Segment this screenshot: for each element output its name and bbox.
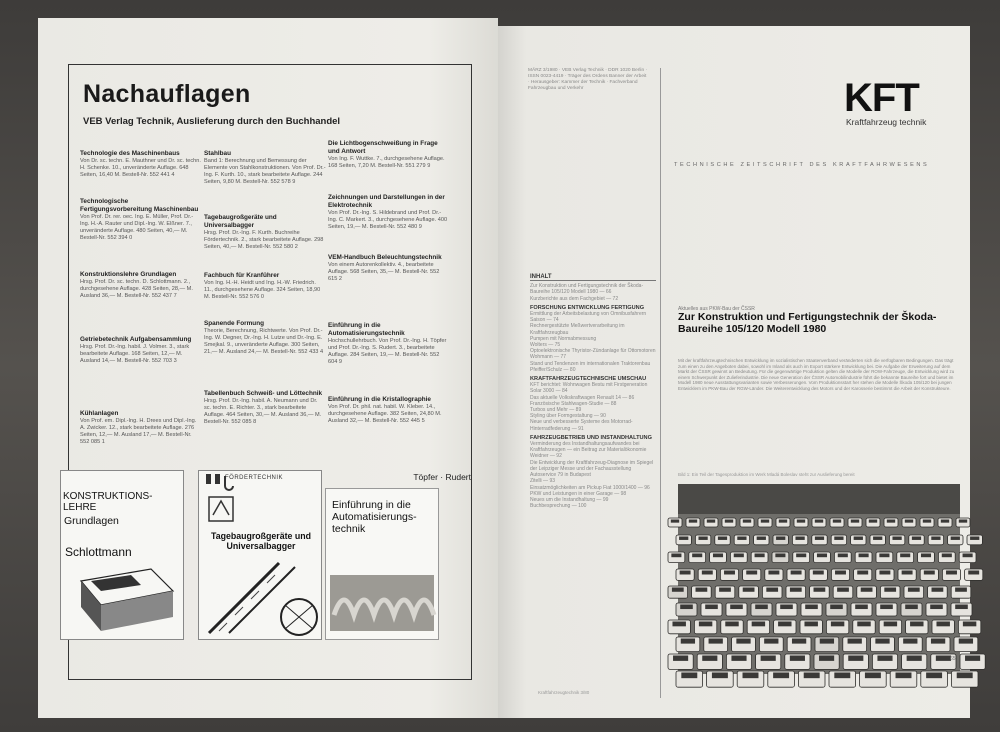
car-window xyxy=(795,537,804,540)
car-window xyxy=(924,571,935,575)
car-window xyxy=(900,554,910,558)
toc-item: Weidner — 92 xyxy=(530,453,562,460)
toc-item: Wolters — 75 xyxy=(530,342,561,349)
photo-caption: Bild 1: Ein Teil der Tagesproduktion im Werk Mladá Boleslav steht zur Auslieferung bereit xyxy=(678,472,855,477)
car-window xyxy=(869,520,877,523)
toc-item: KFT berichtet: Wohnwagen Bestu mit Firstgeneration Solar 3000 — 84 xyxy=(530,382,648,395)
book-entry: Konstruktionslehre Grundlagen Hrsg. Prof. Dr. sc. techn. D. Schlottmann. 2., durchgesehene Auflage. 428 Seiten, 28,— M. Ausland 36,— M. Bestell-Nr. 552 437 7 xyxy=(80,271,193,299)
car-window xyxy=(861,588,873,592)
cover-title: KONSTRUKTIONS-LEHRE xyxy=(63,491,153,513)
car-window xyxy=(766,588,778,592)
car-window xyxy=(831,622,844,627)
cover-drawing-icon xyxy=(61,561,183,641)
car-window xyxy=(855,605,868,610)
toc-item: Zur Konstruktion und Fertigungstechnik der Škoda-Baureihe 105/120 Modell 1980 — 66 xyxy=(530,283,644,296)
article-title: Zur Konstruktion und Fertigungstechnik der Škoda-Baureihe 105/120 Modell 1980 xyxy=(678,311,937,335)
car-window xyxy=(725,520,733,523)
toc-section: FAHRZEUGBETRIEB UND INSTANDHALTUNG xyxy=(530,434,652,441)
car-window xyxy=(857,571,868,575)
toc-item: Rechnergestützte Meßwertverarbeitung im Kraftfahrzeugbau xyxy=(530,323,625,336)
car-window xyxy=(778,622,791,627)
car-window xyxy=(903,639,917,644)
car-window xyxy=(712,673,728,679)
car-window xyxy=(865,673,881,679)
car-window xyxy=(931,639,945,644)
car-window xyxy=(815,537,824,540)
car-window xyxy=(880,605,893,610)
column-divider xyxy=(660,68,661,698)
car-window xyxy=(968,571,979,575)
car-window xyxy=(731,656,746,661)
car-window xyxy=(817,554,827,558)
car-window xyxy=(790,588,802,592)
car-window xyxy=(963,554,973,558)
kft-logo: KFT xyxy=(844,76,919,120)
car-window xyxy=(921,554,931,558)
car-window xyxy=(805,605,818,610)
car-window xyxy=(689,520,697,523)
car-window xyxy=(705,605,718,610)
car-window xyxy=(892,537,901,540)
book-entry: VEM-Handbuch Beleuchtungstechnik Von einem Autorenkollektiv. 4., bearbeitete Auflage. 568 Seiten, 35,— M. Bestell-Nr. 552 615 2 xyxy=(328,254,442,282)
car-window xyxy=(955,605,968,610)
book-cover-konstruktionslehre xyxy=(60,470,184,640)
car-window xyxy=(932,588,944,592)
toc-item: Kurzberichte aus dem Fachgebiet — 72 xyxy=(530,295,619,302)
cover-author: Schlottmann xyxy=(65,545,132,559)
car-window xyxy=(884,622,897,627)
car-window xyxy=(696,588,708,592)
car-window xyxy=(804,673,820,679)
book-entry: Getriebetechnik Aufgabensammlung Hrsg. Prof. Dr.-Ing. habil. J. Volmer. 3., stark bearbeitete Auflage. 168 Seiten, 12,— M. Ausland 14,— M. Bestell-Nr. 552 703 3 xyxy=(80,336,192,364)
car-window xyxy=(835,571,846,575)
magazine-tagline: TECHNISCHE ZEITSCHRIFT DES KRAFTFAHRWESENS xyxy=(674,162,930,168)
book-entry: Zeichnungen und Darstellungen in der Elektrotechnik Von Prof. Dr.-Ing. S. Hildebrand und Prof. Dr.-Ing. C. Markert. 3., durchgesehene Auflage. 400 Seiten, 19,— M. Bestell-Nr. 552 480 9 xyxy=(328,194,448,230)
car-window xyxy=(761,520,769,523)
car-window xyxy=(804,622,817,627)
book-entry: Tabellenbuch Schweiß- und Löttechnik Hrsg. Prof. Dr.-Ing. habil. A. Neumann und Dr. sc. techn. E. Richter. 3., stark bearbeitete Auflage. 464 Seiten, 30,— M. Ausland 36,— M. Bestell-Nr. 552 085 8 xyxy=(204,390,323,426)
car-window xyxy=(680,605,693,610)
car-window xyxy=(887,520,895,523)
cover-pattern-icon xyxy=(330,575,434,631)
car-window xyxy=(734,554,744,558)
car-window xyxy=(942,554,952,558)
car-window xyxy=(941,520,949,523)
book-cover-automatisierung xyxy=(325,470,471,638)
toc-item: Ermittlung der Arbeitsbelastung von Omnibusfahrern xyxy=(530,311,647,318)
car-window xyxy=(797,520,805,523)
car-window xyxy=(959,639,973,644)
toc-item: Wohmann — 77 xyxy=(530,354,567,361)
car-window xyxy=(820,639,834,644)
car-window xyxy=(854,537,863,540)
book-entry: Einführung in die Kristallographie Von Prof. Dr. phil. nat. habil. W. Kleber. 14., durchgesehene Auflage. 382 Seiten, 24,80 M. Ausland 32,— M. Bestell-Nr. 552 445 5 xyxy=(328,396,442,424)
car-window xyxy=(692,554,702,558)
car-window xyxy=(959,520,967,523)
cover-subtitle: Grundlagen xyxy=(64,515,119,527)
car-window xyxy=(930,605,943,610)
car-window xyxy=(718,537,727,540)
car-window xyxy=(957,673,973,679)
car-window xyxy=(905,605,918,610)
car-window xyxy=(834,537,843,540)
toc-item: Saison — 74 xyxy=(530,317,559,324)
car-window xyxy=(737,537,746,540)
car-window xyxy=(752,622,765,627)
car-window xyxy=(965,656,980,661)
car-window xyxy=(743,520,751,523)
car-window xyxy=(768,571,779,575)
car-window xyxy=(848,639,862,644)
car-window xyxy=(792,639,806,644)
car-window xyxy=(879,554,889,558)
book-entry: Kühlanlagen Von Prof. em. Dipl.-Ing. H. Drees und Dipl.-Ing. A. Zwicker. 12., stark bearbeitete Auflage. 276 Seiten, 12,— M. Ausland 17,— M. Bestell-Nr. 552 085 1 xyxy=(80,410,197,446)
book-entry: Fachbuch für Kranführer Von Ing. H.-H. Heidt und Ing. H.-W. Friedrich. 11., durchgesehene Auflage. 324 Seiten, 18,90 M. Bestell-Nr. 552 576 0 xyxy=(204,272,321,300)
car-window xyxy=(724,571,735,575)
car-window xyxy=(671,520,679,523)
logo-subtitle: Kraftfahrzeug technik xyxy=(846,117,927,127)
car-window xyxy=(838,554,848,558)
car-window xyxy=(671,554,681,558)
car-window xyxy=(875,639,889,644)
book-cover-tagebaugrossgeraete xyxy=(198,470,322,640)
cover-panel xyxy=(325,488,439,640)
toc-item: Die Entwicklung der Kraftfahrzeug-Diagnose im Spiegel der Leipziger Messe und der Fachausstellung Autoservice 79 in Budapest xyxy=(530,459,654,479)
car-window xyxy=(736,639,750,644)
toc-item: Stand und Tendenzen im internationalen Traktorenbau xyxy=(530,360,651,367)
toc-item: Das aktuelle Volkskraftwagen Renault 14 — 86 xyxy=(530,394,635,401)
book-entry: Stahlbau Band 1: Berechnung und Bemessung der Elemente von Stahlkonstruktionen. Von Prof. Dr.-Ing. F. Kurth. 10., stark bearbeitete Auflage. 244 Seiten, 9,80 M. Bestell-Nr. 552 578 9 xyxy=(204,150,326,186)
toc-item: PKW und Leistungen in einer Garage — 98 xyxy=(530,490,627,497)
car-window xyxy=(851,520,859,523)
car-window xyxy=(859,554,869,558)
toc-item: Pfeiffer/Schulz — 80 xyxy=(530,366,576,373)
toc-title: INHALT xyxy=(530,274,656,281)
car-window xyxy=(931,537,940,540)
car-window xyxy=(755,554,765,558)
car-window xyxy=(791,571,802,575)
car-window xyxy=(764,639,778,644)
car-window xyxy=(681,673,697,679)
car-window xyxy=(698,537,707,540)
car-window xyxy=(725,622,738,627)
footer-issue: Kraftfahrzeugtechnik 3/80 xyxy=(538,690,590,695)
toc-item: Französische Stahlwagen-Studie — 88 xyxy=(530,400,617,407)
car-window xyxy=(673,656,688,661)
car-window xyxy=(926,673,942,679)
book-entry: Die Lichtbogenschweißung in Frage und Antwort Von Ing. F. Wuttke. 7., durchgesehene Auflage. 168 Seiten, 7,20 M. Bestell-Nr. 551 279 9 xyxy=(328,140,445,169)
excavator-graphic-icon xyxy=(205,489,315,529)
excavator-wheel-icon xyxy=(199,553,321,643)
car-window xyxy=(877,656,892,661)
car-window xyxy=(780,605,793,610)
imprint-text: MÄRZ 3/1980 · VEB Verlag Technik · DDR 1020 Berlin · ISSN 0023-4419 · Träger des Ordens Banner der Arbeit · Herausgeber: Kammer der Technik · Fachverband Fahrzeugbau und Verkehr xyxy=(528,68,648,91)
car-window xyxy=(946,571,957,575)
car-window xyxy=(955,588,967,592)
car-window xyxy=(834,673,850,679)
car-window xyxy=(702,571,713,575)
book-entry: Technologie des Maschinenbaus Von Dr. sc. techn. E. Mauthner und Dr. sc. techn. H. Schenke. 10., unveränderte Auflage. 648 Seiten, 16,40 M. Bestell-Nr. 552 441 4 xyxy=(80,150,201,178)
toc-item: Neue und verbesserte Systeme des Motorrad-Hinterradfederung — 91 xyxy=(530,419,633,432)
toc-item: Neues um die Instandhaltung — 99 xyxy=(530,496,609,503)
car-window xyxy=(709,639,723,644)
car-window xyxy=(879,571,890,575)
cover-title: Einführung in die Automatisierungs-technik xyxy=(332,499,417,535)
car-window xyxy=(896,673,912,679)
car-window xyxy=(905,520,913,523)
car-window xyxy=(672,588,684,592)
car-window xyxy=(761,656,776,661)
car-window xyxy=(813,571,824,575)
article-kicker: Aktuelles aus PKW-Bau der ČSSR xyxy=(678,306,755,312)
page-title: Nachauflagen xyxy=(83,80,251,108)
car-window xyxy=(815,520,823,523)
car-window xyxy=(775,554,785,558)
cover-author: Töpfer · Rudert xyxy=(413,472,471,482)
car-window xyxy=(790,656,805,661)
car-window xyxy=(902,571,913,575)
page-subtitle: VEB Verlag Technik, Auslieferung durch den Buchhandel xyxy=(83,116,341,127)
car-lot-photo xyxy=(678,484,960,674)
car-window xyxy=(702,656,717,661)
car-window xyxy=(796,554,806,558)
car-window xyxy=(707,520,715,523)
car-window xyxy=(830,605,843,610)
book-entry: Spanende Formung Theorie, Berechnung, Richtwerte. Von Prof. Dr.-Ing. W. Degner, Dr.-Ing. H. Lutze und Dr.-Ing. E. Smejkal. 9., unveränderte Auflage. 300 Seiten, 21,— M. Ausland 24,— M. Bestell-Nr. 552 433 4 xyxy=(204,320,324,356)
car-window xyxy=(713,554,723,558)
car-window xyxy=(679,537,688,540)
car-window xyxy=(908,588,920,592)
toc-item: Buchbesprechung — 100 xyxy=(530,503,587,510)
car-window xyxy=(936,622,949,627)
car-window xyxy=(719,588,731,592)
cover-brand: FÖRDERTECHNIK xyxy=(225,475,284,481)
car-window xyxy=(857,622,870,627)
car-window xyxy=(819,656,834,661)
car-window xyxy=(951,537,960,540)
car-window xyxy=(681,639,695,644)
parked-cars-image xyxy=(678,484,960,674)
book-entry: Tagebaugroßgeräte und Universalbagger Hrsg. Prof. Dr.-Ing. F. Kurth. Buchreihe Fördertechnik. 2., stark bearbeitete Auflage. 298 Seiten, 40,— M. Bestell-Nr. 552 580 2 xyxy=(204,214,324,250)
car-window xyxy=(936,656,951,661)
toc-item: Verminderung des Instandhaltungsaufwandes bei Kraftfahrzeugen — ein Beitrag zur Materialökonomie xyxy=(530,441,647,454)
page-number: 65 xyxy=(950,656,956,662)
book-entry: Einführung in die Automatisierungstechnik Hochschullehrbuch. Von Prof. Dr.-Ing. H. Töpfer und Prof. Dr.-Ing. S. Rudert. 3., bearbeitete Auflage. 284 Seiten, 19,— M. Bestell-Nr. 552 604 9 xyxy=(328,322,447,365)
toc-item: Optoelektronische Thyristor-Zündanlage für Ottomotoren xyxy=(530,348,656,355)
cover-title: Tagebaugroßgeräte und Universalbagger xyxy=(210,531,312,551)
article-body: Mit der kraftfahrzeugtechnischen Entwicklung im sozialistischen Staatenverband veränderten sich die verfügbaren Bedingungen. Das trägt zum einen zu den Angeboten dabei, sowohl im Inland als auch im Export stärkere Entwicklung bei. Die Aufgabe der Erweiterung auf dem Markt der ČSSR gewinnt an Bedeutung. Für die gegenwärtige Produktion gelten die Modelle der ROW-Fahrzeuge, die Entwicklung wird zu einem Schwerpunkt der Zulieferindustrie. Die neue Generation der ČSSR Automobilindustrie führt die bekannte Baureihe fort und bietet im Modell 1980 neue Ausstattungsvarianten sowie Verbesserungen. Vom Produktionsstart her stehen die Modelle Škoda 105/120 bei jungen Entwicklern im PKW-Bau der RGW-Länder. Die Weiterentwicklung des Motors und der Karosserie bestimmt die Arbeit der Konstrukteure. xyxy=(678,358,955,391)
toc-item: Zitelli — 93 xyxy=(530,478,556,485)
car-window xyxy=(884,588,896,592)
car-window xyxy=(912,537,921,540)
car-window xyxy=(907,656,922,661)
car-window xyxy=(963,622,976,627)
toc-section: FORSCHUNG ENTWICKLUNG FERTIGUNG xyxy=(530,304,645,311)
toc-section: KRAFTFAHRZEUGTECHNISCHE UMSCHAU xyxy=(530,376,647,383)
car-window xyxy=(757,537,766,540)
car-window xyxy=(730,605,743,610)
car-window xyxy=(773,673,789,679)
car-window xyxy=(910,622,923,627)
toc-item: Turbos und Mehr — 89 xyxy=(530,407,582,414)
car-window xyxy=(743,673,759,679)
car-window xyxy=(743,588,755,592)
car-window xyxy=(873,537,882,540)
car-window xyxy=(680,571,691,575)
toc-item: Pumpen mit Normabmessung xyxy=(530,335,597,342)
car-window xyxy=(746,571,757,575)
toc-item: Einsatzmöglichkeiten am Pickup Fiat 1000/1400 — 96 xyxy=(530,484,650,491)
toc-item: Styling über Formgestaltung — 90 xyxy=(530,413,606,420)
car-window xyxy=(672,622,685,627)
car-window xyxy=(779,520,787,523)
car-window xyxy=(755,605,768,610)
car-window xyxy=(848,656,863,661)
car-window xyxy=(814,588,826,592)
car-window xyxy=(776,537,785,540)
car-window xyxy=(699,622,712,627)
car-window xyxy=(970,537,979,540)
car-window xyxy=(923,520,931,523)
book-entry: Technologische Fertigungsvorbereitung Maschinenbau Von Prof. Dr. rer. oec. Ing. E. Müller, Prof. Dr.-Ing. H.-A. Rauter und Dipl.-Ing. W. Elßner. 7., unveränderte Auflage. 480 Seiten, 40,— M. Bestell-Nr. 552 394 0 xyxy=(80,198,199,241)
car-window xyxy=(833,520,841,523)
right-magazine-page xyxy=(498,26,970,718)
car-window xyxy=(837,588,849,592)
table-of-contents xyxy=(530,274,656,509)
